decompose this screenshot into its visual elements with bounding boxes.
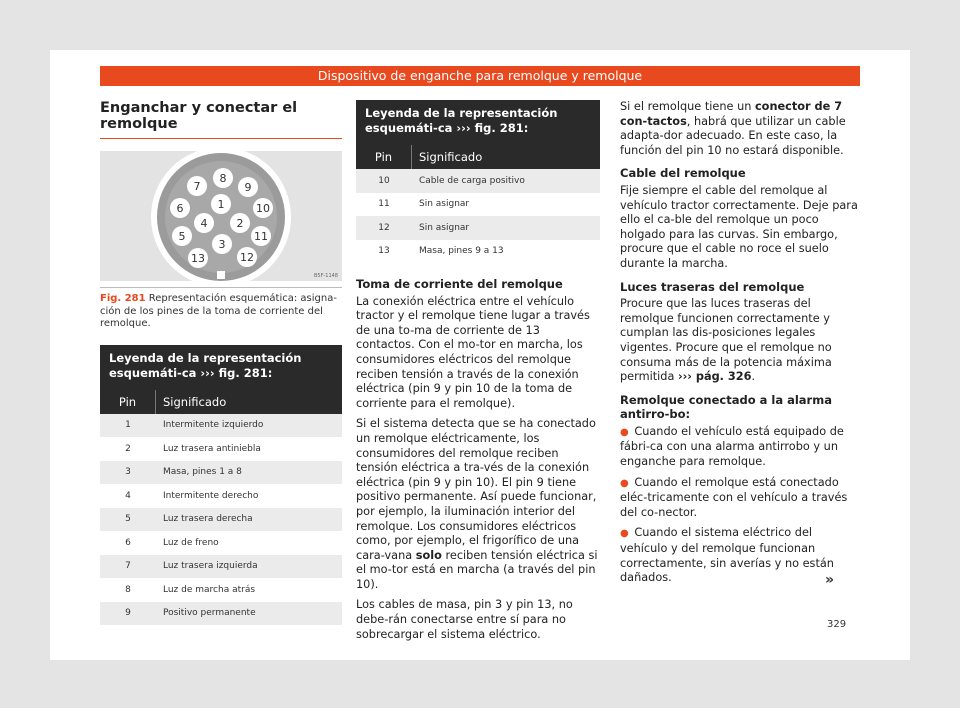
meaning-cell: Positivo permanente xyxy=(163,608,256,619)
bullet-text: Cuando el sistema eléctrico del vehículo y del remolque funcionan correctamente, sin averías y no están dañados. xyxy=(620,526,834,585)
pin-cell: 1 xyxy=(125,420,131,431)
pin-7 xyxy=(187,176,207,196)
text-run: reciben tensión eléctrica si el mo-tor está en marcha (a través del pin 10). xyxy=(356,548,598,591)
table-row xyxy=(100,555,342,579)
table-row xyxy=(100,531,342,555)
meaning-cell: Intermitente derecho xyxy=(163,490,259,501)
meaning-cell: Luz de marcha atrás xyxy=(163,584,256,595)
table-row xyxy=(356,240,600,264)
right-body xyxy=(620,100,862,586)
text-run: . xyxy=(751,370,756,384)
table-row xyxy=(100,484,342,508)
pin-2 xyxy=(230,213,250,233)
pin-3 xyxy=(212,234,232,254)
col-header-meaning: Significado xyxy=(419,150,483,164)
table-row xyxy=(356,193,600,217)
legend-rows-middle xyxy=(356,169,600,263)
table-row xyxy=(100,461,342,485)
meaning-cell: Luz de freno xyxy=(163,537,219,548)
table-row xyxy=(356,216,600,240)
pin-5 xyxy=(172,226,192,246)
pin-label: 2 xyxy=(236,217,244,230)
text-run: Si el sistema detecta que se ha conectado un remolque eléctricamente, los consumidores del remolque reciben tensión eléctrica a tra-vés de la conexión eléctrica (pin 9 y pin 10). El pin 9 tiene positivo permanente. Así puede funcionar, por ejemplo, la iluminación interior del remolque. Los consumidores eléctricos como, por ejemplo, el frigorífico de una cara-vana xyxy=(356,417,597,562)
pin-label: 3 xyxy=(218,238,226,251)
bullet-item xyxy=(620,425,862,470)
table-row xyxy=(100,437,342,461)
connector-diagram xyxy=(100,151,342,281)
bullet-icon: ● xyxy=(620,528,629,540)
paragraph xyxy=(356,417,600,592)
pin-13 xyxy=(188,248,208,268)
text-run: Si el remolque tiene un xyxy=(620,100,755,113)
text-run: Procure que las luces traseras del remolque funcionen correctamente y cumplan las dis-posiciones legales vigentes. Procure que el remolque no consuma más de la potencia máxima permitida xyxy=(620,297,832,384)
pin-cell: 12 xyxy=(378,222,390,233)
pin-label: 13 xyxy=(191,252,205,265)
pin-10 xyxy=(253,198,273,218)
pin-label: 9 xyxy=(244,181,252,194)
figure-caption xyxy=(100,287,342,331)
pin-cell: 3 xyxy=(125,467,131,478)
pin-12 xyxy=(237,247,257,267)
connector-figure xyxy=(100,151,342,281)
page-number: 329 xyxy=(827,619,847,630)
pin-label: 12 xyxy=(240,251,254,264)
section-title: Enganchar y conectar el remolque xyxy=(100,100,342,139)
col-header-meaning: Significado xyxy=(163,394,227,409)
caption-figure-ref: Fig. 281 xyxy=(100,293,146,304)
legend-title: Leyenda de la representación esquemáti-ca ››› fig. 281: xyxy=(356,100,600,145)
left-column xyxy=(100,100,342,625)
meaning-cell: Masa, pines 9 a 13 xyxy=(419,246,504,257)
bullet-icon: ● xyxy=(620,426,629,438)
middle-column xyxy=(356,100,600,648)
pin-4 xyxy=(194,213,214,233)
bullet-text: Cuando el remolque está conectado eléc-tricamente con el vehículo a través del co-nector. xyxy=(620,475,848,519)
pin-cell: 9 xyxy=(125,608,131,619)
emphasis: solo xyxy=(415,548,442,562)
meaning-cell: Sin asignar xyxy=(419,199,470,210)
text-run: , habrá que utilizar un cable adapta-dor adecuado. En este caso, la función del pin 10 no estará disponible. xyxy=(620,114,846,157)
pin-cell: 8 xyxy=(125,584,131,595)
emphasis: conector de 7 con-tactos xyxy=(620,100,843,128)
legend-table-middle xyxy=(356,100,600,263)
chapter-banner: Dispositivo de enganche para remolque y remolque xyxy=(100,66,860,86)
pin-label: 1 xyxy=(217,198,225,211)
meaning-cell: Masa, pines 1 a 8 xyxy=(163,467,242,478)
paragraph: Los cables de masa, pin 3 y pin 13, no debe-rán conectarse entre sí para no sobrecargar el sistema eléctrico. xyxy=(356,598,573,641)
meaning-cell: Sin asignar xyxy=(419,222,470,233)
table-row xyxy=(100,602,342,626)
continue-arrow-icon: » xyxy=(825,572,835,588)
table-row xyxy=(100,414,342,438)
pin-label: 7 xyxy=(193,180,201,193)
middle-body xyxy=(356,277,600,642)
pin-cell: 11 xyxy=(378,199,390,210)
legend-rows-left xyxy=(100,414,342,626)
paragraph: La conexión eléctrica entre el vehículo tractor y el remolque tiene lugar a través de una to-ma de corriente de 13 contactos. Con el mo-tor en marcha, los consumidores eléctricos del remolque reciben tensión a través de la conexión eléctrica (pin 9 y pin 10 de la toma de corriente para el remolque). xyxy=(356,294,590,410)
pin-label: 11 xyxy=(254,230,268,243)
legend-header-row xyxy=(100,390,342,414)
pin-6 xyxy=(170,198,190,218)
bullet-item xyxy=(620,476,862,521)
col-header-pin: Pin xyxy=(356,145,412,169)
paragraph xyxy=(620,100,862,158)
subheading-alarma: Remolque conectado a la alarma antirro-bo: xyxy=(620,392,832,422)
figure-code: B5F-1148 xyxy=(313,273,338,279)
meaning-cell: Intermitente izquierdo xyxy=(163,420,264,431)
legend-table-left xyxy=(100,345,342,626)
table-row xyxy=(356,169,600,193)
manual-page xyxy=(50,50,910,660)
pin-label: 10 xyxy=(256,202,270,215)
table-row xyxy=(100,578,342,602)
pin-label: 5 xyxy=(178,230,186,243)
pin-cell: 4 xyxy=(125,490,131,501)
pin-1 xyxy=(211,194,231,214)
pin-label: 8 xyxy=(219,172,227,185)
meaning-cell: Cable de carga positivo xyxy=(419,175,525,186)
legend-header-row xyxy=(356,145,600,169)
right-column xyxy=(620,100,862,592)
subheading-toma: Toma de corriente del remolque xyxy=(356,277,563,291)
pin-11 xyxy=(251,226,271,246)
col-header-pin: Pin xyxy=(100,390,156,414)
connector-key-notch xyxy=(217,271,225,279)
bullet-text: Cuando el vehículo está equipado de fábri-ca con una alarma antirrobo y un enganche para remolque. xyxy=(620,424,844,469)
pin-8 xyxy=(213,168,233,188)
pin-cell: 10 xyxy=(378,175,390,186)
pin-cell: 6 xyxy=(125,537,131,548)
paragraph xyxy=(620,297,862,385)
pin-9 xyxy=(238,177,258,197)
subheading-cable: Cable del remolque xyxy=(620,166,746,181)
paragraph: Fije siempre el cable del remolque al vehículo tractor correctamente. Deje para ello el ca-ble del remolque un poco holgado para las curvas. Sin embargo, procure que el cable no roce el suelo durante la marcha. xyxy=(620,183,858,270)
caption-text: Representación esquemática: asigna-ción de los pines de la toma de corriente del remolque. xyxy=(100,293,337,329)
meaning-cell: Luz trasera derecha xyxy=(163,514,253,525)
page-reference-link[interactable]: ››› pág. 326 xyxy=(677,370,752,384)
pin-cell: 13 xyxy=(378,246,390,257)
meaning-cell: Luz trasera izquierda xyxy=(163,561,258,572)
pin-cell: 2 xyxy=(125,443,131,454)
pin-label: 6 xyxy=(176,202,184,215)
meaning-cell: Luz trasera antiniebla xyxy=(163,443,261,454)
pin-label: 4 xyxy=(200,217,208,230)
pin-cell: 5 xyxy=(125,514,131,525)
pin-cell: 7 xyxy=(125,561,131,572)
table-row xyxy=(100,508,342,532)
legend-title: Leyenda de la representación esquemáti-ca ››› fig. 281: xyxy=(100,345,342,390)
bullet-icon: ● xyxy=(620,477,629,489)
subheading-luces: Luces traseras del remolque xyxy=(620,279,805,294)
